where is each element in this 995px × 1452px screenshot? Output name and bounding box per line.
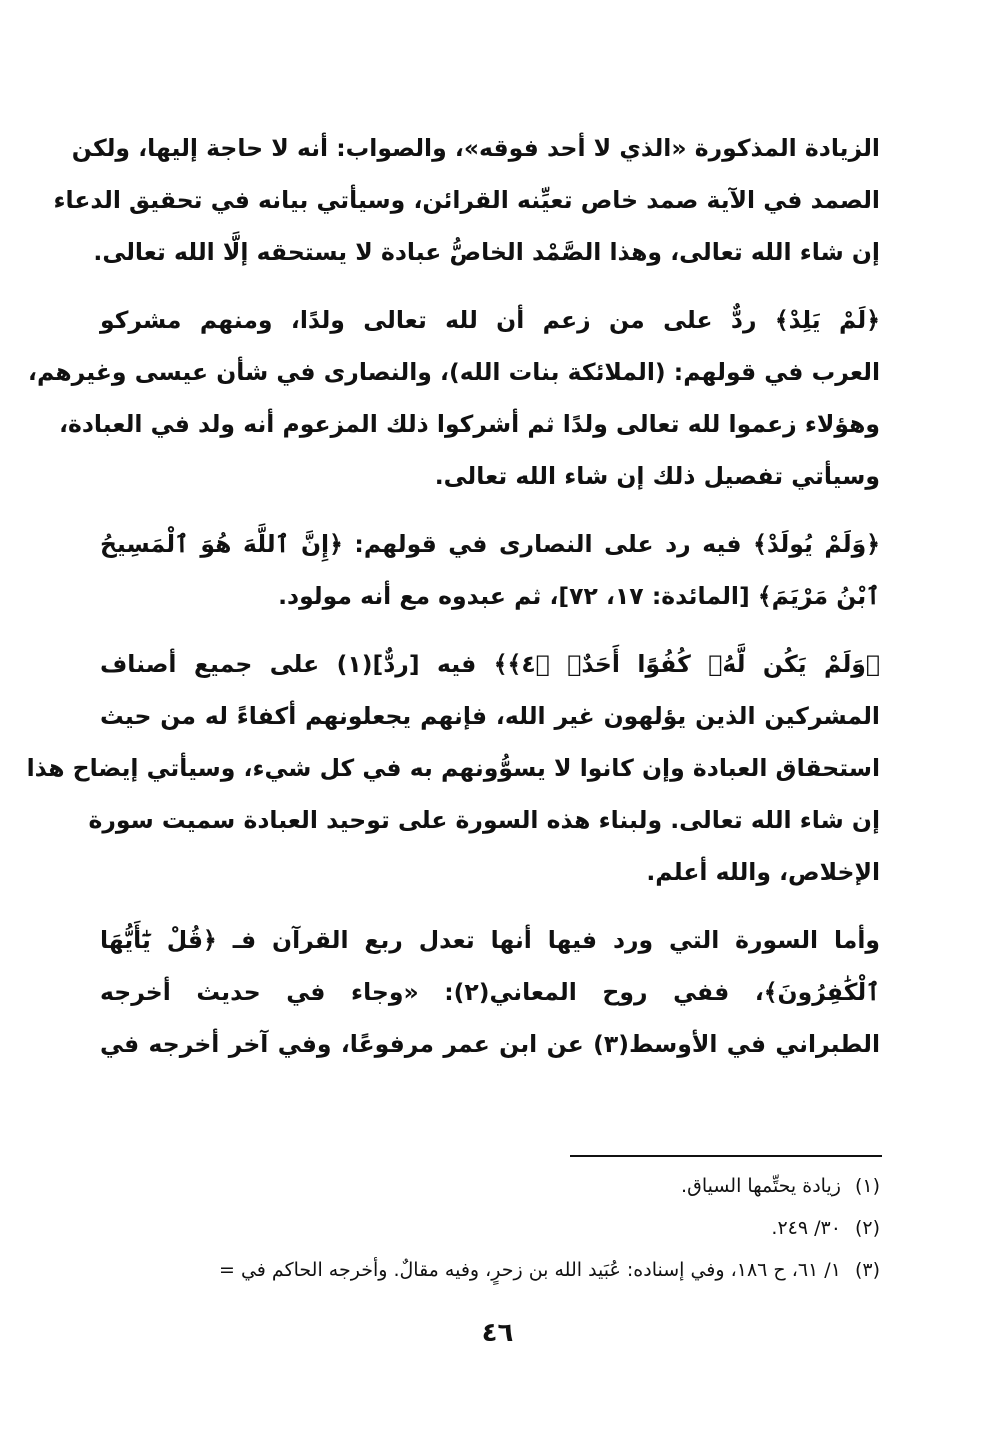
footnote-2 xyxy=(90,1207,880,1249)
text-line: الزيادة المذكورة «الذي لا أحد فوقه»، والصواب: أنه لا حاجة إليها، ولكن xyxy=(71,134,880,162)
footnote-number: (٣) xyxy=(854,1259,880,1281)
text-line: وسيأتي تفصيل ذلك إن شاء الله تعالى. xyxy=(434,462,880,490)
paragraph-lam-yalid xyxy=(28,294,880,502)
paragraph-samad xyxy=(53,122,880,278)
footnotes xyxy=(90,1165,880,1291)
paragraph-kufuwan xyxy=(26,638,880,898)
footnote-1 xyxy=(90,1165,880,1207)
footnote-text: ٣٠/ ٢٤٩. xyxy=(771,1217,841,1239)
text-line: إن شاء الله تعالى، وهذا الصَّمْد الخاصُّ عبادة لا يستحقه إلَّا الله تعالى. xyxy=(93,238,880,266)
text-line: الإخلاص، والله أعلم. xyxy=(646,858,880,886)
text-line: ﴿لَمْ يَلِدْ﴾ ردٌّ على من زعم أن لله تعالى ولدًا، ومنهم مشركو xyxy=(100,306,880,334)
text-line: ٱبْنُ مَرْيَمَ﴾ [المائدة: ١٧، ٧٢]، ثم عبدوه مع أنه مولود. xyxy=(278,582,880,610)
text-line: المشركين الذين يؤلهون غير الله، فإنهم يجعلونهم أكفاءً له من حيث xyxy=(100,702,880,730)
footnote-text: زيادة يحتِّمها السياق. xyxy=(681,1175,841,1197)
text-line: استحقاق العبادة وإن كانوا لا يسوُّونهم به في كل شيء، وسيأتي إيضاح هذا xyxy=(26,754,880,782)
paragraph-kafirun xyxy=(100,914,880,1070)
text-line: الطبراني في الأوسط(٣) عن ابن عمر مرفوعًا، وفي آخر أخرجه في xyxy=(100,1030,880,1058)
text-line: ٱلْكَٰفِرُونَ﴾، ففي روح المعاني(٢): «وجاء في حديث أخرجه xyxy=(100,978,880,1006)
text-line: وهؤلاء زعموا لله تعالى ولدًا ثم أشركوا ذلك المزعوم أنه ولد في العبادة، xyxy=(59,410,880,438)
text-line: ﴿وَلَمْ يَكُن لَّهُۥ كُفُوًا أَحَدٌۢ ﴿٤﴾﴾ فيه [ردٌّ](١) على جميع أصناف xyxy=(100,650,880,678)
footnote-number: (١) xyxy=(854,1175,880,1197)
footnote-text: ١/ ٦١، ح ١٨٦، وفي إسناده: عُبَيد الله بن زحرٍ، وفيه مقالٌ. وأخرجه الحاكم في = xyxy=(219,1259,841,1281)
footnote-number: (٢) xyxy=(854,1217,880,1239)
text-line: إن شاء الله تعالى. ولبناء هذه السورة على توحيد العبادة سميت سورة xyxy=(88,806,880,834)
footnote-separator xyxy=(570,1155,882,1157)
page-number: ٤٦ xyxy=(481,1318,514,1348)
text-line: ﴿وَلَمْ يُولَدْ﴾ فيه رد على النصارى في قولهم: ﴿إِنَّ ٱللَّهَ هُوَ ٱلْمَسِيحُ xyxy=(100,530,880,558)
paragraph-lam-yulad xyxy=(100,518,880,622)
text-line: الصمد في الآية صمد خاص تعيِّنه القرائن، وسيأتي بيانه في تحقيق الدعاء xyxy=(53,186,880,214)
text-line: العرب في قولهم: (الملائكة بنات الله)، والنصارى في شأن عيسى وغيرهم، xyxy=(28,358,880,386)
main-text xyxy=(26,122,880,1086)
footnote-3 xyxy=(90,1249,880,1291)
text-line: وأما السورة التي ورد فيها أنها تعدل ربع القرآن فـ ﴿قُلْ يَٰٓأَيُّهَا xyxy=(100,926,880,954)
